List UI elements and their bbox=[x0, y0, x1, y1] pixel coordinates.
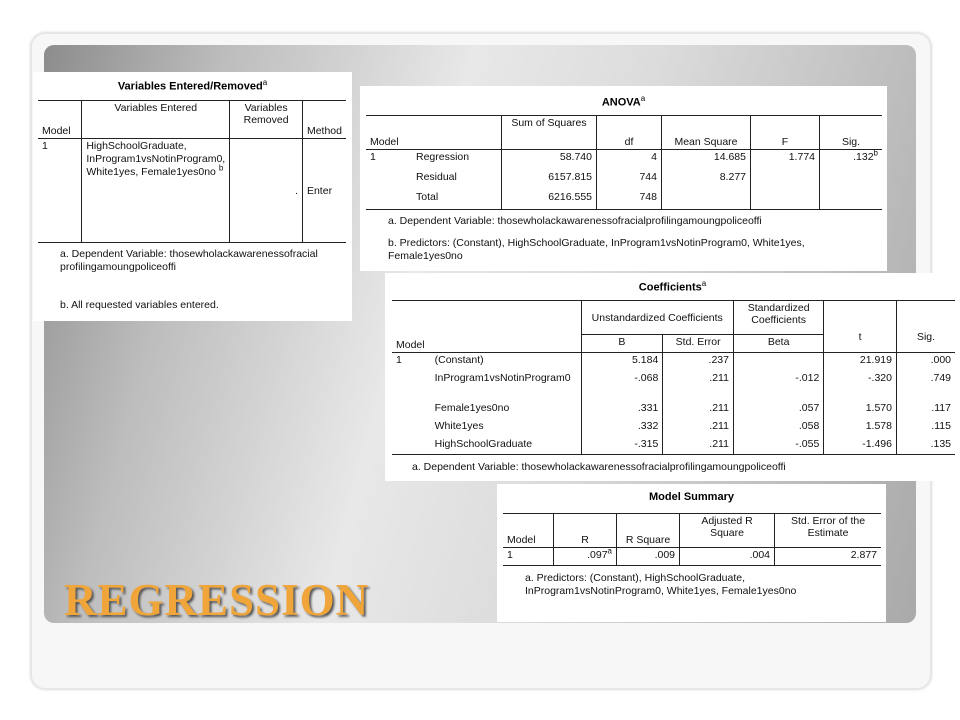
header-removed: Variables Removed bbox=[230, 101, 303, 139]
table-row bbox=[366, 170, 882, 190]
variables-entered-note-b: b. All requested variables entered. bbox=[60, 299, 219, 311]
coef-header-std: Standardized Coefficients bbox=[733, 301, 823, 335]
model-summary-note-a: a. Predictors: (Constant), HighSchoolGraduate, InProgram1vsNotinProgram0, White1yes, Female1yes0no bbox=[525, 572, 797, 597]
coef-cell: Female1yes0no bbox=[431, 401, 581, 419]
coef-cell: -.320 bbox=[824, 371, 897, 401]
ms-header-model: Model bbox=[503, 514, 554, 548]
anova-cell: 1.774 bbox=[751, 150, 820, 170]
anova-sig-sup: b bbox=[873, 148, 878, 158]
coef-cell: InProgram1vsNotinProgram0 bbox=[431, 371, 581, 401]
anova-cell bbox=[820, 190, 883, 210]
coef-cell: .000 bbox=[930, 354, 951, 366]
anova-cell: 4 bbox=[597, 150, 662, 170]
anova-cell: 6157.815 bbox=[502, 170, 597, 190]
table-row bbox=[392, 401, 955, 419]
variables-entered-title-sup: a bbox=[262, 78, 268, 87]
anova-cell: 1 bbox=[370, 151, 376, 163]
row-entered bbox=[82, 139, 230, 243]
coef-cell: 1.570 bbox=[824, 401, 897, 419]
table-row bbox=[366, 150, 882, 170]
coef-header-beta: Beta bbox=[733, 335, 823, 353]
anova-header-df: df bbox=[597, 116, 662, 150]
coef-cell: -.315 bbox=[581, 437, 663, 455]
header-entered: Variables Entered bbox=[82, 101, 230, 139]
coef-cell: .749 bbox=[930, 371, 951, 384]
coef-cell: .211 bbox=[663, 401, 734, 419]
ms-cell: 1 bbox=[503, 548, 554, 566]
anova-cell: 744 bbox=[597, 170, 662, 190]
anova-cell: 58.740 bbox=[502, 150, 597, 170]
coef-header-b: B bbox=[581, 335, 663, 353]
coef-cell bbox=[392, 371, 431, 401]
anova-cell bbox=[751, 190, 820, 210]
coef-cell: .058 bbox=[733, 419, 823, 437]
model-summary-title: Model Summary bbox=[649, 491, 734, 503]
ms-header-r: R bbox=[554, 514, 617, 548]
coef-cell: .211 bbox=[663, 371, 734, 401]
ms-header-adj: Adjusted R Square bbox=[680, 514, 775, 548]
row-model: 1 bbox=[38, 139, 82, 243]
row-entered-text: HighSchoolGraduate, InProgram1vsNotinProgram0, White1yes, Female1yes0no bbox=[86, 140, 226, 178]
anova-cell: 8.277 bbox=[662, 170, 751, 190]
coef-cell: -.068 bbox=[581, 371, 663, 401]
anova-note-b: b. Predictors: (Constant), HighSchoolGraduate, InProgram1vsNotinProgram0, White1yes, Female1yes0no bbox=[388, 237, 805, 262]
anova-sig-value: .132 bbox=[853, 151, 874, 163]
anova-note-a: a. Dependent Variable: thosewholackawarenessofracialprofilingamoungpoliceoffi bbox=[388, 215, 762, 227]
coefficients-title-sup: a bbox=[701, 279, 707, 288]
anova-panel bbox=[360, 86, 887, 271]
coefficients-title bbox=[385, 279, 960, 294]
coef-cell: (Constant) bbox=[431, 353, 581, 371]
ms-cell bbox=[554, 548, 617, 566]
coef-cell: 1.578 bbox=[824, 419, 897, 437]
coef-header-sig: Sig. bbox=[896, 301, 955, 353]
coef-cell: 1 bbox=[396, 354, 402, 366]
coef-cell: .237 bbox=[663, 353, 734, 371]
coef-cell: -.055 bbox=[733, 437, 823, 455]
variables-entered-title bbox=[33, 78, 352, 93]
ms-r-sup: a bbox=[607, 546, 612, 556]
coef-cell: .211 bbox=[663, 419, 734, 437]
anova-header-ss: Sum of Squares bbox=[502, 116, 597, 150]
anova-cell: 14.685 bbox=[662, 150, 751, 170]
coef-cell: .135 bbox=[896, 437, 955, 455]
coef-cell: White1yes bbox=[431, 419, 581, 437]
anova-header-f: F bbox=[751, 116, 820, 150]
coef-cell: -1.496 bbox=[824, 437, 897, 455]
anova-cell bbox=[662, 190, 751, 210]
coefficients-title-text: Coefficients bbox=[638, 281, 702, 294]
variables-entered-title-text: Variables Entered/Removed bbox=[117, 80, 263, 93]
variables-entered-note-a: a. Dependent Variable: thosewholackawarenessofracialprofilingamoungpoliceoffi bbox=[60, 248, 318, 273]
coef-cell bbox=[392, 401, 431, 419]
anova-title bbox=[360, 94, 887, 109]
anova-title-sup: a bbox=[640, 94, 646, 103]
row-method: Enter bbox=[302, 139, 346, 243]
anova-cell bbox=[366, 170, 412, 190]
anova-header-ms: Mean Square bbox=[662, 116, 751, 150]
coef-cell: .211 bbox=[663, 437, 734, 455]
table-row bbox=[392, 371, 955, 401]
anova-table bbox=[366, 115, 882, 210]
anova-cell bbox=[366, 190, 412, 210]
model-summary-panel bbox=[497, 484, 886, 622]
header-model: Model bbox=[38, 101, 82, 139]
coef-cell: .115 bbox=[931, 419, 951, 432]
variables-entered-panel bbox=[33, 72, 352, 321]
anova-cell bbox=[751, 170, 820, 190]
coef-header-unstd: Unstandardized Coefficients bbox=[581, 301, 733, 335]
ms-cell: .009 bbox=[617, 548, 680, 566]
ms-r-value: .097 bbox=[587, 549, 608, 561]
coef-cell: 5.184 bbox=[581, 353, 663, 371]
ms-cell: 2.877 bbox=[775, 548, 882, 566]
table-row bbox=[392, 437, 955, 455]
coef-cell bbox=[392, 437, 431, 455]
anova-cell: Total bbox=[412, 190, 502, 210]
coefficients-note-a: a. Dependent Variable: thosewholackawarenessofracialprofilingamoungpoliceoffi bbox=[412, 461, 786, 473]
anova-title-text: ANOVA bbox=[601, 96, 641, 109]
coef-cell: -.012 bbox=[733, 371, 823, 401]
ms-cell: .004 bbox=[680, 548, 775, 566]
coef-cell: HighSchoolGraduate bbox=[431, 437, 581, 455]
table-row bbox=[503, 548, 881, 566]
table-row bbox=[392, 353, 955, 371]
anova-cell bbox=[820, 170, 883, 190]
coefficients-panel bbox=[385, 273, 960, 481]
coef-header-t: t bbox=[824, 301, 897, 353]
slide-title: REGRESSION bbox=[64, 575, 370, 625]
anova-cell: 748 bbox=[597, 190, 662, 210]
coef-cell bbox=[733, 353, 823, 371]
anova-cell bbox=[820, 150, 883, 170]
header-method: Method bbox=[302, 101, 346, 139]
model-summary-table bbox=[503, 513, 881, 566]
coef-cell: .057 bbox=[733, 401, 823, 419]
coef-cell: 21.919 bbox=[824, 353, 897, 371]
row-entered-sup: b bbox=[218, 163, 224, 173]
coef-cell bbox=[392, 419, 431, 437]
anova-cell: Regression bbox=[412, 150, 502, 170]
coef-header-model: Model bbox=[392, 301, 581, 353]
table-row bbox=[366, 190, 882, 210]
coef-cell: .331 bbox=[581, 401, 663, 419]
anova-header-sig: Sig. bbox=[820, 116, 883, 150]
row-removed: . bbox=[230, 139, 303, 243]
coefficients-table bbox=[392, 300, 955, 455]
coef-cell: .117 bbox=[931, 401, 951, 414]
table-row bbox=[392, 419, 955, 437]
anova-cell: 6216.555 bbox=[502, 190, 597, 210]
anova-cell: Residual bbox=[412, 170, 502, 190]
ms-header-r2: R Square bbox=[617, 514, 680, 548]
anova-header-model: Model bbox=[366, 116, 502, 150]
coef-header-se: Std. Error bbox=[663, 335, 734, 353]
ms-header-se: Std. Error of the Estimate bbox=[775, 514, 882, 548]
coef-cell: .332 bbox=[581, 419, 663, 437]
variables-entered-table bbox=[38, 100, 346, 243]
